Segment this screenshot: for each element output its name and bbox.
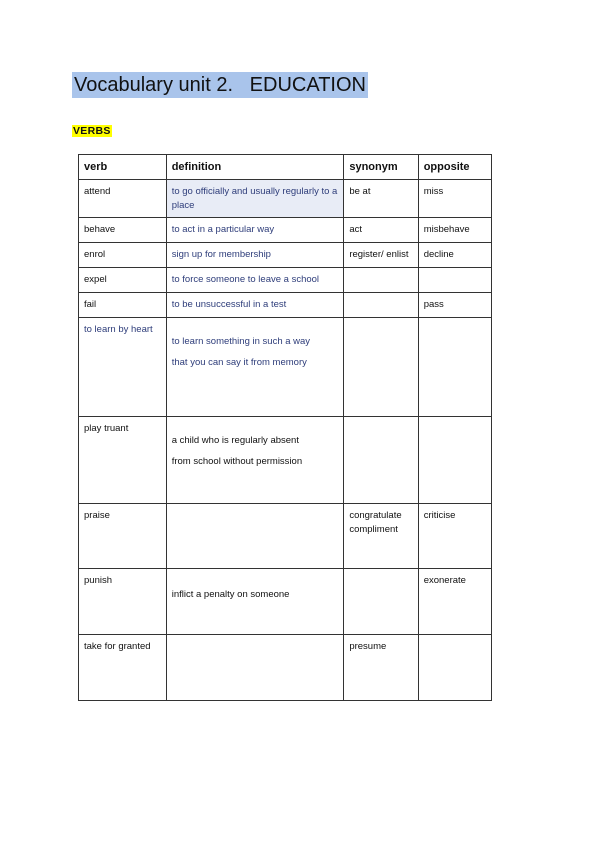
cell-verb: to learn by heart (79, 318, 167, 417)
header-opposite: opposite (418, 155, 491, 180)
cell-opposite: pass (418, 293, 491, 318)
cell-synonym (344, 504, 418, 569)
cell-opposite (418, 318, 491, 417)
header-synonym: synonym (344, 155, 418, 180)
cell-definition: to act in a particular way (166, 218, 344, 243)
cell-synonym (344, 569, 418, 635)
cell-synonym: be at (344, 180, 418, 218)
definition-line: inflict a penalty on someone (171, 589, 290, 600)
cell-verb: attend (79, 180, 167, 218)
cell-synonym: presume (344, 635, 418, 701)
cell-synonym (344, 417, 418, 504)
table-row (79, 635, 492, 701)
section-heading-verbs: VERBS (73, 125, 111, 137)
cell-opposite (418, 417, 491, 504)
cell-verb: enrol (79, 243, 167, 268)
vocabulary-table (78, 154, 492, 701)
cell-opposite: decline (418, 243, 491, 268)
cell-opposite: exonerate (418, 569, 491, 635)
cell-definition (166, 569, 344, 635)
cell-definition: to force someone to leave a school (166, 268, 344, 293)
cell-verb: play truant (79, 417, 167, 504)
cell-verb: praise (79, 504, 167, 569)
table-row (79, 318, 492, 417)
synonym-line: compliment (349, 524, 398, 535)
cell-synonym: act (344, 218, 418, 243)
cell-synonym (344, 318, 418, 417)
header-verb: verb (79, 155, 167, 180)
table-row (79, 180, 492, 218)
cell-opposite: misbehave (418, 218, 491, 243)
cell-opposite (418, 635, 491, 701)
table-header-row (79, 155, 492, 180)
definition-line: to learn something in such a way (171, 336, 311, 347)
cell-definition (166, 318, 344, 417)
cell-definition (166, 417, 344, 504)
cell-synonym (344, 268, 418, 293)
cell-verb: take for granted (79, 635, 167, 701)
cell-definition (166, 635, 344, 701)
cell-synonym (344, 293, 418, 318)
cell-verb: expel (79, 268, 167, 293)
table-row (79, 417, 492, 504)
cell-definition (166, 504, 344, 569)
table-row (79, 218, 492, 243)
definition-line: from school without permission (171, 456, 303, 467)
cell-opposite: miss (418, 180, 491, 218)
cell-definition: to go officially and usually regularly to a place (166, 180, 344, 218)
cell-synonym: register/ enlist (344, 243, 418, 268)
definition-line: a child who is regularly absent (171, 435, 299, 446)
page-title: Vocabulary unit 2. EDUCATION (74, 74, 366, 96)
table-row (79, 293, 492, 318)
cell-opposite (418, 268, 491, 293)
cell-verb: behave (79, 218, 167, 243)
header-definition: definition (166, 155, 344, 180)
table-row (79, 268, 492, 293)
cell-definition: sign up for membership (166, 243, 344, 268)
table-row (79, 504, 492, 569)
cell-definition: to be unsuccessful in a test (166, 293, 344, 318)
cell-verb: fail (79, 293, 167, 318)
table-row (79, 243, 492, 268)
table-row (79, 569, 492, 635)
definition-line: that you can say it from memory (171, 357, 307, 368)
cell-opposite: criticise (418, 504, 491, 569)
cell-verb: punish (79, 569, 167, 635)
synonym-line: congratulate (349, 510, 402, 521)
